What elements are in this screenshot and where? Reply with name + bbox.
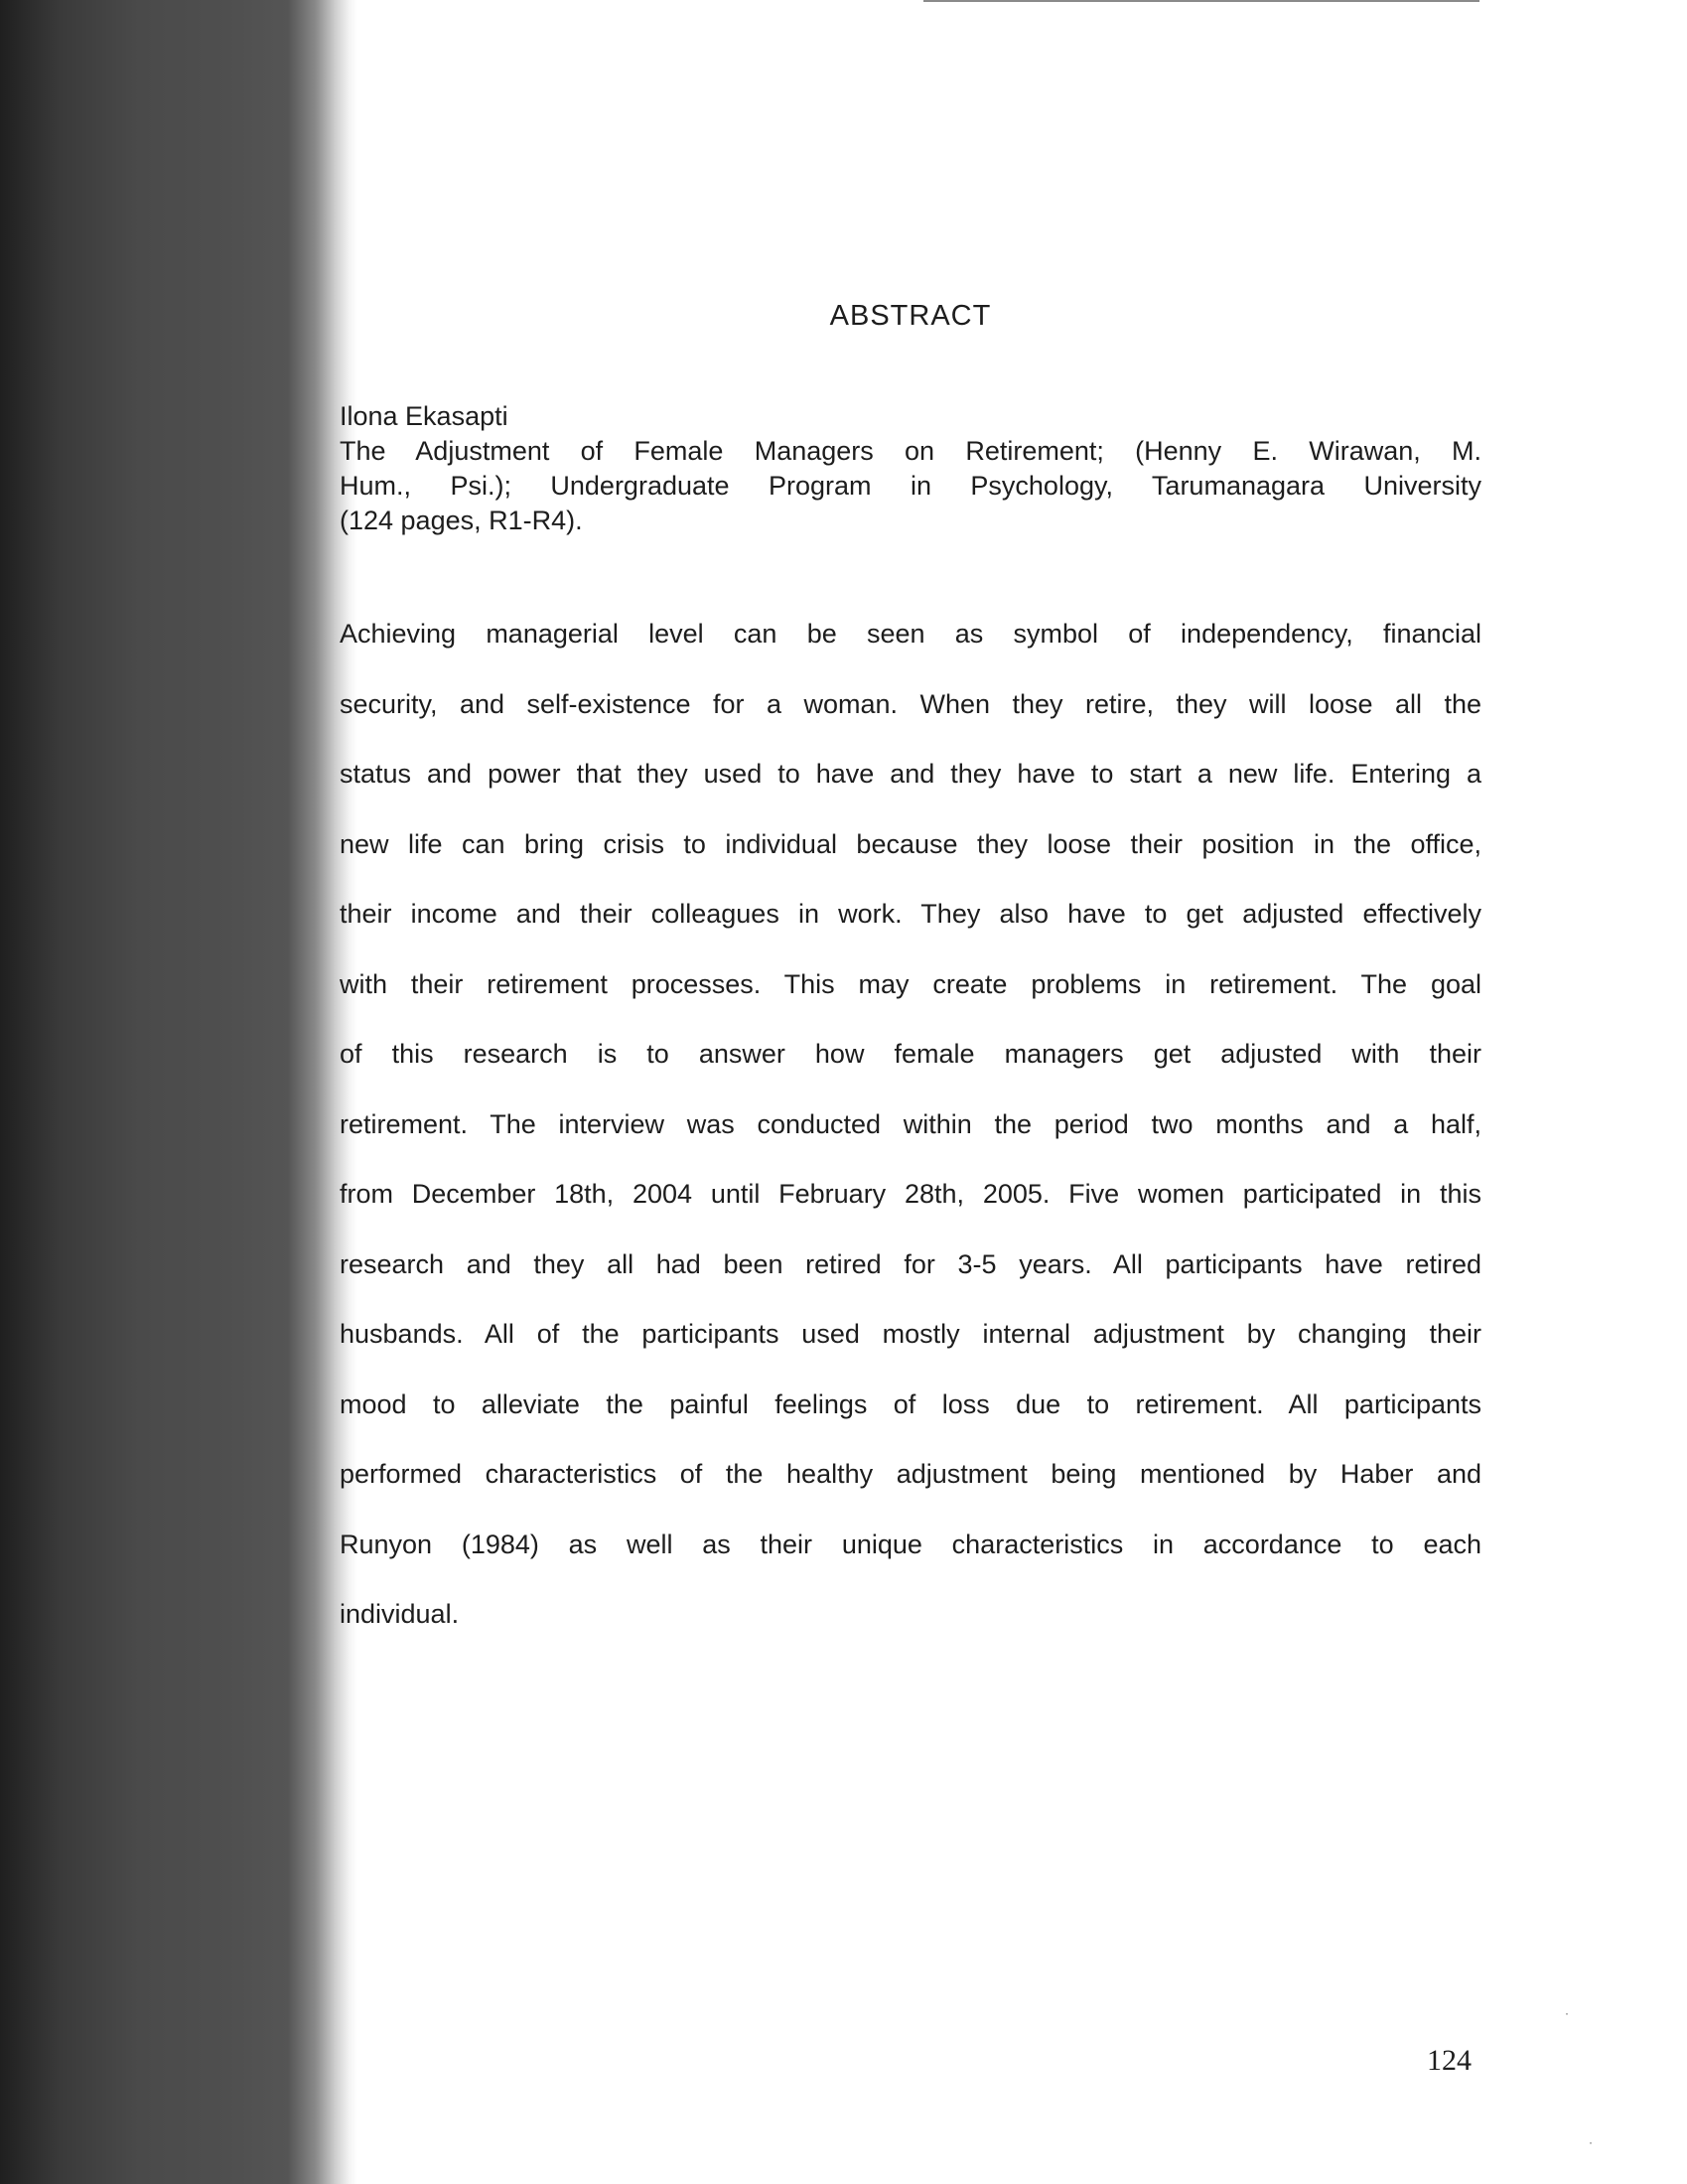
scan-speck: · [1565,2006,1569,2020]
document-page [340,0,1481,2184]
abstract-line: their income and their colleagues in work. They also have to get adjusted effectively [340,899,1481,929]
page-number: 124 [1427,2044,1472,2077]
citation-block [340,399,1481,538]
abstract-line: individual. [340,1599,460,1629]
abstract-line: status and power that they used to have and they have to start a new life. Entering a [340,759,1481,789]
thesis-title-line: The Adjustment of Female Managers on Retirement; (Henny E. Wirawan, M. [340,436,1481,466]
binding-shadow [0,0,357,2184]
abstract-line: Achieving managerial level can be seen as symbol of independency, financial [340,619,1481,649]
abstract-line: Runyon (1984) as well as their unique characteristics in accordance to each [340,1529,1481,1559]
abstract-line: mood to alleviate the painful feelings of loss due to retirement. All participants [340,1388,1481,1419]
author-name: Ilona Ekasapti [340,401,508,431]
abstract-line: new life can bring crisis to individual because they loose their position in the office, [340,828,1481,859]
abstract-line: with their retirement processes. This may create problems in retirement. The goal [340,968,1481,999]
abstract-line: security, and self-existence for a woman. When they retire, they will loose all the [340,688,1481,719]
abstract-line: from December 18th, 2004 until February 28th, 2005. Five women participated in this [340,1179,1481,1209]
scan-speck: · [1589,2135,1593,2149]
abstract-line: research and they all had been retired for 3-5 years. All participants have retired [340,1248,1481,1279]
abstract-title: ABSTRACT [829,300,992,332]
abstract-line: husbands. All of the participants used mostly internal adjustment by changing their [340,1319,1481,1349]
page-count-line: (124 pages, R1-R4). [340,506,583,535]
program-line: Hum., Psi.); Undergraduate Program in Psychology, Tarumanagara University [340,471,1481,501]
abstract-line: retirement. The interview was conducted within the period two months and a half, [340,1108,1481,1139]
abstract-line: performed characteristics of the healthy adjustment being mentioned by Haber and [340,1459,1481,1489]
abstract-body [340,616,1481,1667]
abstract-line: of this research is to answer how female managers get adjusted with their [340,1039,1481,1069]
